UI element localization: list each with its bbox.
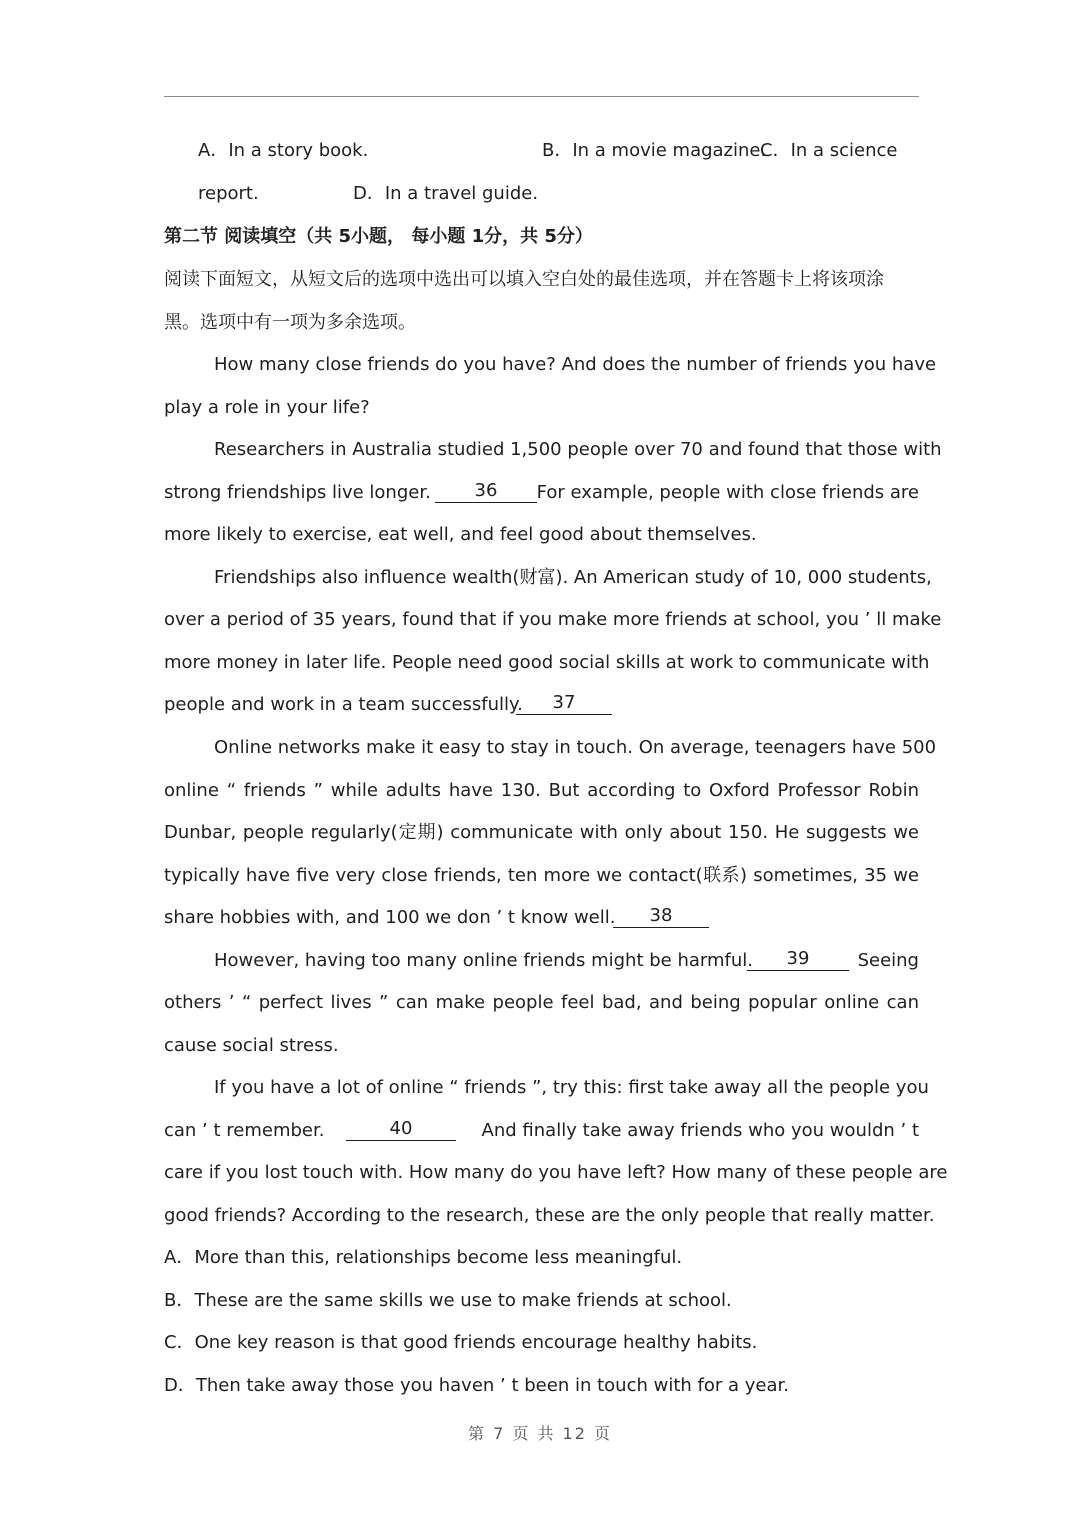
- p6-line3: care if you lost touch with. How many do you have left? How many of these people are: [164, 1162, 948, 1183]
- blank-36: 36: [435, 480, 537, 503]
- instructions-line2: 黑。选项中有一项为多余选项。: [164, 312, 416, 333]
- blank-39: 39: [747, 948, 849, 971]
- q35-option-d: D．In a travel guide.: [353, 183, 539, 204]
- option-c: C．One key reason is that good friends encourage healthy habits.: [164, 1332, 758, 1353]
- p4-line4: typically have five very close friends, ten more we contact(联系) sometimes, 35 we: [164, 865, 919, 886]
- page-number: 第 7 页 共 12 页: [468, 1424, 612, 1443]
- p3-line3: more money in later life. People need good social skills at work to communicate with: [164, 652, 930, 673]
- q35-option-b: B．In a movie magazine.: [542, 140, 767, 161]
- option-a: A．More than this, relationships become less meaningful.: [164, 1247, 683, 1268]
- blank-37: 37: [516, 692, 612, 715]
- instructions-line1: 阅读下面短文，从短文后的选项中选出可以填入空白处的最佳选项，并在答题卡上将该项涂: [164, 269, 884, 290]
- p5-line1: [214, 948, 919, 974]
- p2-line3: more likely to exercise, eat well, and feel good about themselves.: [164, 524, 757, 545]
- blank-40: 40: [346, 1118, 456, 1141]
- option-b: B．These are the same skills we use to make friends at school.: [164, 1290, 732, 1311]
- p2-line2: [164, 480, 919, 506]
- p3-line4-text: people and work in a team successfully.: [164, 694, 523, 715]
- p3-line1: Friendships also influence wealth(财富). An American study of 10, 000 students,: [214, 567, 932, 588]
- p6-line2-text-a: can ’ t remember.: [164, 1120, 325, 1141]
- p1-line1: How many close friends do you have? And does the number of friends you have: [214, 354, 937, 375]
- q35-option-c: C．In a science: [760, 140, 898, 161]
- p6-line1: If you have a lot of online “ friends ”, try this: first take away all the people you: [214, 1077, 929, 1098]
- p5-line1-text-a: However, having too many online friends might be harmful.: [214, 950, 753, 971]
- p4-line5: [164, 905, 919, 931]
- p2-line1: Researchers in Australia studied 1,500 people over 70 and found that those with: [214, 439, 942, 460]
- blank-38: 38: [613, 905, 709, 928]
- section-title: 第二节 阅读填空（共 5小题， 每小题 1分，共 5分）: [164, 226, 593, 247]
- p3-line2: over a period of 35 years, found that if you make more friends at school, you ’ ll make: [164, 609, 942, 630]
- p2-line2-text-b: For example, people with close friends are: [536, 482, 919, 503]
- p5-line3: cause social stress.: [164, 1035, 339, 1056]
- header-rule: [164, 96, 919, 97]
- p2-line2-text-a: strong friendships live longer.: [164, 482, 431, 503]
- p4-line1: Online networks make it easy to stay in touch. On average, teenagers have 500: [214, 737, 937, 758]
- p4-line3: Dunbar, people regularly(定期) communicate with only about 150. He suggests we: [164, 822, 919, 843]
- p4-line2: online “ friends ” while adults have 130. But according to Oxford Professor Robin: [164, 780, 919, 801]
- p5-line1-text-b: Seeing: [857, 950, 919, 971]
- p1-line2: play a role in your life?: [164, 397, 370, 418]
- p6-line2: [164, 1118, 919, 1144]
- p5-line2: others ’ “ perfect lives ” can make people feel bad, and being popular online can: [164, 992, 919, 1013]
- p4-line5-text: share hobbies with, and 100 we don ’ t know well.: [164, 907, 616, 928]
- q35-options-row2: [198, 181, 919, 207]
- q35-option-c-continued: report.: [198, 183, 259, 204]
- p6-line4: good friends? According to the research, these are the only people that really matter.: [164, 1205, 935, 1226]
- p3-line4: [164, 692, 919, 718]
- q35-options-row1: [198, 138, 919, 164]
- p6-line2-text-b: And finally take away friends who you wouldn ’ t: [481, 1120, 919, 1141]
- option-d: D．Then take away those you haven ’ t been in touch with for a year.: [164, 1375, 789, 1396]
- q35-option-a: A．In a story book.: [198, 140, 369, 161]
